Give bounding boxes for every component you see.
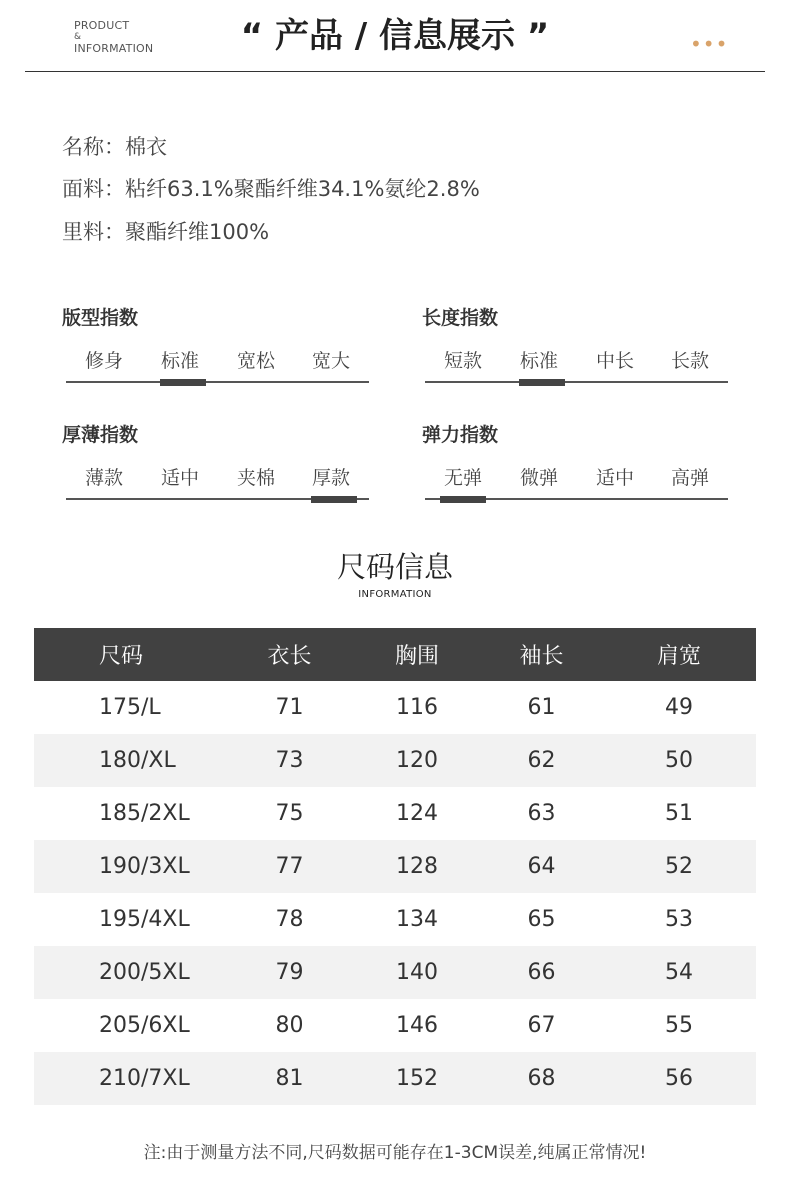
thickness-option: 厚款 [311,467,350,489]
table-row [34,787,756,840]
table-cell: 124 [353,787,481,840]
table-cell: 54 [602,946,756,999]
header-en-line3: INFORMATION [74,42,154,55]
table-row [34,734,756,787]
product-name-label: 名称： [62,135,125,159]
fit-option: 宽松 [236,350,275,372]
column-header-chest: 胸围 [353,628,481,681]
table-cell: 68 [481,1052,602,1105]
length-index-title: 长度指数 [422,307,499,329]
column-header-length: 衣长 [226,628,353,681]
elasticity-index-title: 弹力指数 [422,424,499,446]
size-section-title: 尺码信息 [336,550,453,584]
table-cell: 51 [602,787,756,840]
elasticity-option: 无弹 [443,467,482,489]
header-en-line1: PRODUCT [74,19,130,32]
fit-index-options [66,346,369,376]
table-cell: 53 [602,893,756,946]
table-cell: 205/6XL [34,999,226,1052]
elasticity-option: 高弹 [670,467,709,489]
table-cell: 146 [353,999,481,1052]
table-cell: 152 [353,1052,481,1105]
table-cell: 210/7XL [34,1052,226,1105]
thickness-selected-indicator [311,496,357,503]
more-dots-icon: ••• [690,32,729,56]
table-cell: 75 [226,787,353,840]
product-fabric-label: 面料： [62,177,125,201]
table-row [34,1052,756,1105]
table-cell: 79 [226,946,353,999]
length-selected-indicator [519,379,565,386]
table-cell: 62 [481,734,602,787]
product-lining-label: 里料： [62,220,125,244]
product-lining-value: 聚酯纤维100% [125,220,270,244]
table-cell: 63 [481,787,602,840]
header-en-ampersand: & [74,32,82,42]
table-cell: 71 [226,681,353,734]
table-cell: 175/L [34,681,226,734]
table-row [34,946,756,999]
table-cell: 120 [353,734,481,787]
fit-option: 宽大 [311,350,350,372]
thickness-index-options [66,463,369,493]
table-cell: 195/4XL [34,893,226,946]
table-cell: 128 [353,840,481,893]
thickness-option: 薄款 [84,467,123,489]
thickness-option: 适中 [160,467,199,489]
table-cell: 200/5XL [34,946,226,999]
table-cell: 55 [602,999,756,1052]
thickness-option: 夹棉 [236,467,275,489]
thickness-index-title: 厚薄指数 [62,424,139,446]
length-option: 长款 [670,350,709,372]
length-option: 短款 [443,350,482,372]
table-cell: 56 [602,1052,756,1105]
table-cell: 65 [481,893,602,946]
header-divider [25,71,765,72]
product-lining-row [62,216,269,246]
table-cell: 116 [353,681,481,734]
product-fabric-row [62,173,480,203]
table-cell: 81 [226,1052,353,1105]
elasticity-option: 适中 [595,467,634,489]
table-cell: 80 [226,999,353,1052]
elasticity-selected-indicator [440,496,486,503]
table-cell: 52 [602,840,756,893]
table-header-row [34,628,756,681]
size-section-subtitle: INFORMATION [358,589,432,600]
fit-option: 修身 [84,350,123,372]
elasticity-option: 微弹 [519,467,558,489]
table-row [34,893,756,946]
table-cell: 49 [602,681,756,734]
table-cell: 140 [353,946,481,999]
table-cell: 66 [481,946,602,999]
product-name-value: 棉衣 [125,135,167,159]
header-english-label [74,20,153,55]
table-cell: 77 [226,840,353,893]
table-cell: 190/3XL [34,840,226,893]
measurement-note: 注:由于测量方法不同,尺码数据可能存在1-3CM误差,纯属正常情况! [143,1143,647,1163]
elasticity-index-options [425,463,728,493]
fit-selected-indicator [160,379,206,386]
length-option: 中长 [595,350,634,372]
size-table [34,628,756,1105]
table-cell: 50 [602,734,756,787]
fit-index-title: 版型指数 [62,307,139,329]
table-cell: 134 [353,893,481,946]
length-index-options [425,346,728,376]
length-index-scale-line [425,381,728,383]
table-cell: 180/XL [34,734,226,787]
product-fabric-value: 粘纤63.1%聚酯纤维34.1%氨纶2.8% [125,177,480,201]
table-cell: 78 [226,893,353,946]
table-cell: 73 [226,734,353,787]
table-cell: 64 [481,840,602,893]
column-header-sleeve: 袖长 [481,628,602,681]
table-row [34,681,756,734]
product-name-row [62,131,167,161]
table-row [34,999,756,1052]
fit-option: 标准 [160,350,199,372]
table-cell: 185/2XL [34,787,226,840]
fit-index-scale-line [66,381,369,383]
table-cell: 61 [481,681,602,734]
table-row [34,840,756,893]
column-header-size: 尺码 [34,628,226,681]
table-cell: 67 [481,999,602,1052]
page-title: “ 产品 / 信息展示 ” [240,16,550,56]
length-option: 标准 [519,350,558,372]
column-header-shoulder: 肩宽 [602,628,756,681]
